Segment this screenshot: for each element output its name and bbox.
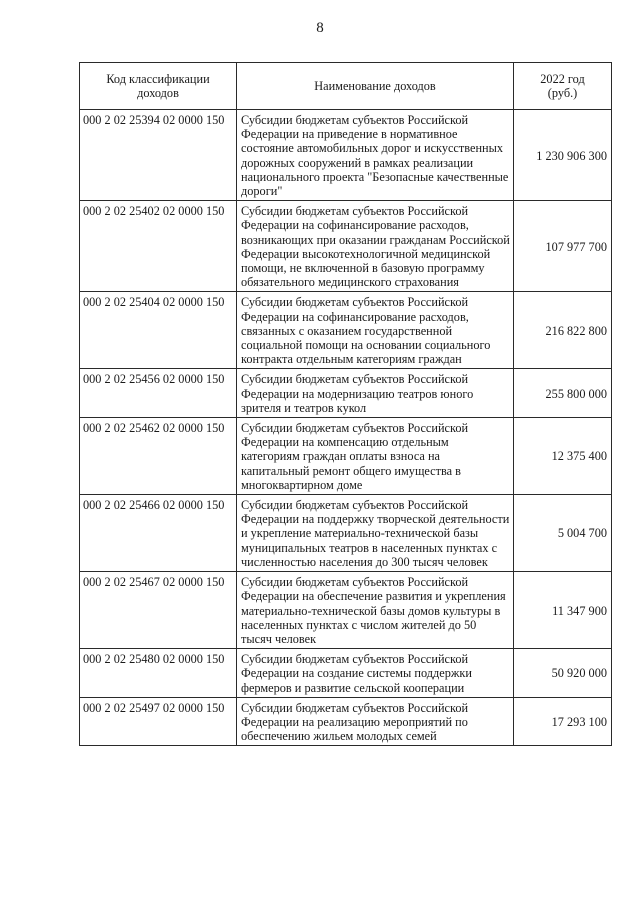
header-code: [80, 63, 237, 110]
table-header: [80, 63, 612, 110]
revenue-table: [79, 62, 612, 746]
page-number: 8: [316, 20, 324, 36]
revenue-amount: 17 293 100: [514, 697, 612, 746]
revenue-name: Субсидии бюджетам субъектов Российской Федерации на создание системы поддержки фермеров и развитие сельской кооперации: [237, 649, 514, 698]
header-code-line-1: Код классификации: [106, 71, 210, 86]
revenue-name: Субсидии бюджетам субъектов Российской Федерации на реализацию мероприятий по обеспечению жильем молодых семей: [237, 697, 514, 746]
header-code-line-2: доходов: [137, 86, 179, 100]
table-body: [80, 110, 612, 746]
revenue-code: 000 2 02 25402 02 0000 150: [80, 201, 237, 292]
header-amount-line-1: 2022 год: [540, 71, 585, 86]
revenue-amount: 1 230 906 300: [514, 110, 612, 201]
revenue-amount: 12 375 400: [514, 418, 612, 495]
revenue-code: 000 2 02 25467 02 0000 150: [80, 572, 237, 649]
revenue-code: 000 2 02 25456 02 0000 150: [80, 369, 237, 418]
revenue-name: Субсидии бюджетам субъектов Российской Федерации на софинансирование расходов, возникающих при оказании гражданам Российской Федерации высокотехнологичной медицинской помощи, не включенной в базовую программу обязательного медицинского страхования: [237, 201, 514, 292]
revenue-name: Субсидии бюджетам субъектов Российской Федерации на обеспечение развития и укрепления материально-технической базы домов культуры в населенных пунктах с числом жителей до 50 тысяч человек: [237, 572, 514, 649]
table-row: [80, 495, 612, 572]
revenue-code: 000 2 02 25404 02 0000 150: [80, 292, 237, 369]
table-row: [80, 697, 612, 746]
table-row: [80, 110, 612, 201]
revenue-code: 000 2 02 25462 02 0000 150: [80, 418, 237, 495]
revenue-amount: 50 920 000: [514, 649, 612, 698]
revenue-code: 000 2 02 25497 02 0000 150: [80, 697, 237, 746]
table-row: [80, 369, 612, 418]
revenue-code: 000 2 02 25394 02 0000 150: [80, 110, 237, 201]
table-row: [80, 292, 612, 369]
header-amount-line-2: (руб.): [547, 86, 578, 100]
revenue-name: Субсидии бюджетам субъектов Российской Федерации на софинансирование расходов, связанных с оказанием государственной социальной помощи на основании социального контракта отдельным категориям граждан: [237, 292, 514, 369]
revenue-name: Субсидии бюджетам субъектов Российской Федерации на модернизацию театров юного зрителя и театров кукол: [237, 369, 514, 418]
revenue-name: Субсидии бюджетам субъектов Российской Федерации на поддержку творческой деятельности и укрепление материально-технической базы муниципальных театров в населенных пунктах с численностью населения до 300 тысяч человек: [237, 495, 514, 572]
revenue-amount: 11 347 900: [514, 572, 612, 649]
table-row: [80, 201, 612, 292]
revenue-amount: 216 822 800: [514, 292, 612, 369]
header-row: [80, 63, 612, 110]
revenue-name: Субсидии бюджетам субъектов Российской Федерации на компенсацию отдельным категориям граждан оплаты взноса на капитальный ремонт общего имущества в многоквартирном доме: [237, 418, 514, 495]
table-row: [80, 649, 612, 698]
revenue-code: 000 2 02 25466 02 0000 150: [80, 495, 237, 572]
header-name: Наименование доходов: [237, 63, 514, 110]
revenue-amount: 107 977 700: [514, 201, 612, 292]
revenue-name: Субсидии бюджетам субъектов Российской Федерации на приведение в нормативное состояние автомобильных дорог и искусственных дорожных сооружений в рамках реализации национального проекта "Безопасные качественные дороги": [237, 110, 514, 201]
header-amount: [514, 63, 612, 110]
revenue-amount: 5 004 700: [514, 495, 612, 572]
revenue-code: 000 2 02 25480 02 0000 150: [80, 649, 237, 698]
revenue-amount: 255 800 000: [514, 369, 612, 418]
table-row: [80, 418, 612, 495]
table-row: [80, 572, 612, 649]
